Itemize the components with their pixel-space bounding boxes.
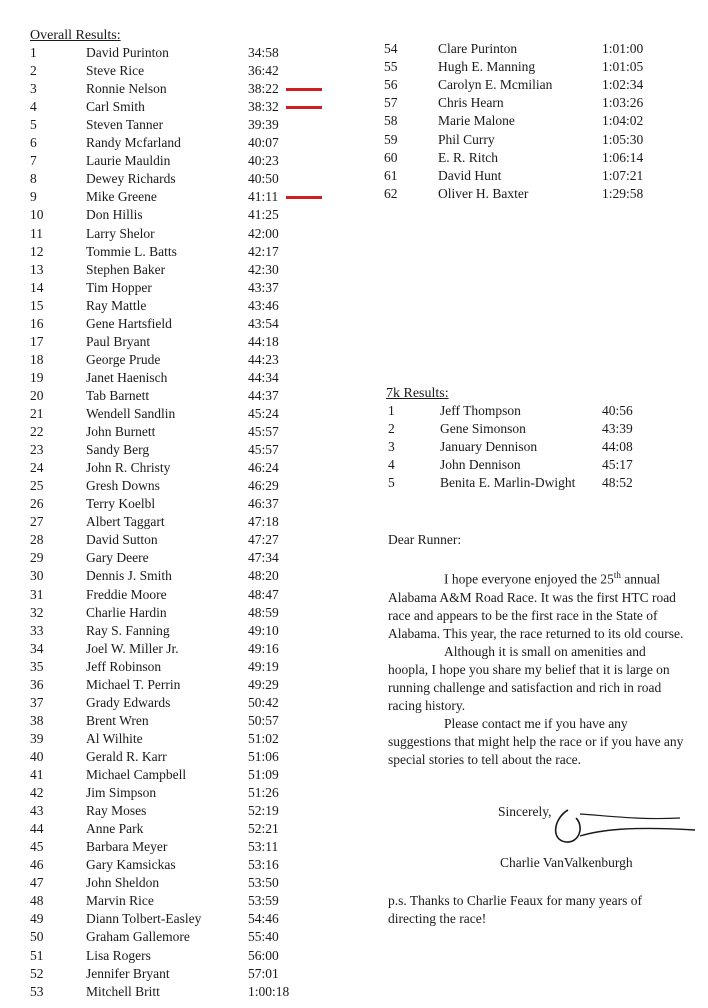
result-time: 48:52 (602, 475, 633, 490)
result-name: Steve Rice (86, 63, 145, 79)
result-place: 26 (30, 496, 44, 512)
result-name: Larry Shelor (86, 225, 155, 241)
result-name: David Purinton (86, 45, 169, 60)
letter-paragraph-1: I hope everyone enjoyed the 25th annual Alabama A&M Road Race. It was the first HTC road race and appears to be the first race in the State of Alabama. This year, the race returned to its old course. (388, 570, 684, 641)
result-row (30, 640, 330, 658)
result-row (30, 369, 330, 387)
result-row (30, 152, 330, 170)
result-place: 1 (30, 45, 37, 60)
result-time: 42:17 (248, 243, 279, 259)
red-highlight-mark (286, 196, 322, 199)
result-place: 51 (30, 947, 44, 963)
result-row (30, 658, 330, 676)
result-name: Chris Hearn (438, 95, 504, 111)
result-time: 44:08 (602, 439, 633, 454)
result-time: 56:00 (248, 947, 279, 963)
result-row (384, 112, 694, 130)
result-time: 1:07:21 (602, 167, 644, 183)
result-place: 46 (30, 857, 44, 873)
result-row (30, 459, 330, 477)
result-name: Wendell Sandlin (86, 406, 176, 421)
result-row (384, 94, 694, 112)
result-name: E. R. Ritch (438, 149, 498, 165)
result-time: 1:02:34 (602, 77, 644, 93)
letter-signer: Charlie VanValkenburgh (500, 855, 633, 870)
result-row (30, 513, 330, 531)
result-row (30, 820, 330, 838)
result-time: 40:56 (602, 403, 633, 418)
result-name: Marie Malone (438, 113, 515, 129)
result-place: 23 (30, 442, 44, 458)
result-time: 44:34 (248, 369, 279, 385)
result-name: Randy Mcfarland (86, 135, 181, 151)
result-row (388, 402, 688, 420)
letter-paragraph-3: Please contact me if you have any suggestions that might help the race or if you have any special stories to tell about the race. (388, 715, 684, 767)
sevenk-results-heading: 7k Results: (386, 386, 449, 401)
result-time: 46:29 (248, 478, 279, 494)
result-name: Jeff Robinson (86, 658, 162, 674)
result-time: 43:54 (248, 315, 279, 331)
result-row (30, 676, 330, 694)
result-place: 13 (30, 261, 44, 277)
result-time: 49:10 (248, 622, 279, 638)
result-time: 51:26 (248, 785, 279, 801)
result-place: 43 (30, 803, 44, 819)
result-time: 1:01:00 (602, 41, 644, 56)
result-place: 62 (384, 185, 398, 201)
result-name: Graham Gallemore (86, 929, 190, 945)
result-name: Mike Greene (86, 189, 157, 205)
result-place: 19 (30, 369, 44, 385)
result-time: 1:04:02 (602, 113, 644, 129)
result-time: 40:23 (248, 153, 279, 169)
result-name: Phil Curry (438, 131, 495, 147)
result-name: Diann Tolbert-Easley (86, 911, 202, 927)
result-time: 51:09 (248, 767, 279, 782)
result-row (30, 279, 330, 297)
result-place: 5 (388, 475, 395, 490)
result-place: 35 (30, 658, 44, 674)
result-place: 16 (30, 315, 44, 331)
result-place: 45 (30, 839, 44, 855)
result-name: Clare Purinton (438, 41, 518, 56)
result-time: 47:18 (248, 514, 279, 530)
result-place: 17 (30, 333, 44, 349)
result-time: 54:46 (248, 911, 279, 927)
result-place: 11 (30, 225, 43, 241)
result-time: 40:07 (248, 135, 279, 151)
result-name: January Dennison (440, 439, 538, 454)
result-row (30, 856, 330, 874)
result-place: 27 (30, 514, 44, 530)
result-place: 34 (30, 640, 44, 656)
result-place: 44 (30, 821, 44, 837)
result-row (30, 983, 330, 1001)
result-row (30, 206, 330, 224)
result-time: 47:27 (248, 532, 279, 548)
result-row (388, 420, 688, 438)
result-row (384, 40, 694, 58)
result-name: Michael Campbell (86, 767, 187, 782)
result-row (30, 80, 330, 98)
result-name: Don Hillis (86, 207, 143, 223)
result-name: John R. Christy (86, 460, 171, 476)
result-row (30, 965, 330, 983)
result-place: 49 (30, 911, 44, 927)
result-place: 31 (30, 586, 44, 602)
result-time: 44:18 (248, 333, 279, 349)
result-place: 54 (384, 41, 398, 56)
result-row (30, 188, 330, 206)
result-name: Gary Kamsickas (86, 857, 176, 873)
result-name: Charlie Hardin (86, 604, 167, 620)
letter-postscript: p.s. Thanks to Charlie Feaux for many years of directing the race! (388, 893, 642, 926)
result-time: 1:01:05 (602, 59, 644, 75)
result-time: 45:17 (602, 457, 633, 472)
result-row (30, 423, 330, 441)
red-highlight-mark (286, 106, 322, 109)
overall-results-heading: Overall Results: (30, 28, 121, 43)
result-time: 36:42 (248, 63, 279, 79)
result-name: Tommie L. Batts (86, 243, 177, 259)
result-place: 37 (30, 694, 44, 710)
result-row (30, 892, 330, 910)
result-time: 52:19 (248, 803, 279, 819)
result-place: 38 (30, 712, 44, 728)
result-place: 48 (30, 893, 44, 909)
result-time: 53:11 (248, 839, 279, 855)
result-time: 1:29:58 (602, 185, 644, 201)
result-name: George Prude (86, 351, 161, 367)
result-row (30, 928, 330, 946)
result-name: Paul Bryant (86, 333, 151, 349)
result-place: 15 (30, 297, 44, 313)
result-time: 49:19 (248, 658, 279, 674)
result-name: Ronnie Nelson (86, 81, 167, 97)
result-time: 57:01 (248, 965, 279, 981)
result-name: Gresh Downs (86, 478, 160, 494)
result-row (384, 131, 694, 149)
result-time: 42:30 (248, 261, 279, 277)
result-time: 41:25 (248, 207, 279, 223)
result-time: 53:50 (248, 875, 279, 891)
result-name: Jennifer Bryant (86, 965, 170, 981)
result-place: 58 (384, 113, 398, 129)
result-row (30, 495, 330, 513)
result-place: 18 (30, 351, 44, 367)
result-name: Ray Mattle (86, 297, 147, 313)
result-time: 53:16 (248, 857, 279, 873)
result-name: Carolyn E. Mcmilian (438, 77, 553, 93)
result-time: 45:57 (248, 442, 279, 458)
result-time: 55:40 (248, 929, 279, 945)
result-row (30, 947, 330, 965)
result-row (388, 474, 688, 492)
result-time: 43:37 (248, 279, 279, 295)
result-row (30, 387, 330, 405)
red-highlight-mark (286, 88, 322, 91)
result-name: Grady Edwards (86, 694, 171, 710)
result-row (30, 730, 330, 748)
result-time: 1:00:18 (248, 983, 290, 999)
result-place: 3 (30, 81, 37, 97)
result-time: 50:42 (248, 694, 279, 710)
result-place: 50 (30, 929, 44, 945)
result-name: Steven Tanner (86, 117, 164, 133)
result-place: 40 (30, 748, 44, 764)
letter-body (388, 566, 688, 769)
result-name: John Burnett (86, 424, 156, 440)
result-place: 36 (30, 676, 44, 692)
result-name: David Sutton (86, 532, 158, 548)
result-row (384, 149, 694, 167)
result-time: 47:34 (248, 550, 279, 566)
result-name: Jim Simpson (86, 785, 157, 801)
result-time: 49:29 (248, 676, 279, 692)
result-name: Laurie Mauldin (86, 153, 171, 169)
result-place: 61 (384, 167, 398, 183)
result-row (30, 874, 330, 892)
result-row (384, 185, 694, 203)
result-row (384, 167, 694, 185)
result-row (30, 766, 330, 784)
result-row (30, 586, 330, 604)
result-time: 34:58 (248, 45, 279, 60)
result-row (30, 712, 330, 730)
result-name: Benita E. Marlin-Dwight (440, 475, 576, 490)
result-row (30, 243, 330, 261)
result-time: 45:24 (248, 406, 279, 421)
result-name: Joel W. Miller Jr. (86, 640, 179, 656)
result-name: Stephen Baker (86, 261, 166, 277)
result-name: Barbara Meyer (86, 839, 168, 855)
result-row (388, 438, 688, 456)
result-place: 20 (30, 387, 44, 403)
result-name: Terry Koelbl (86, 496, 156, 512)
result-name: Albert Taggart (86, 514, 165, 530)
result-time: 52:21 (248, 821, 279, 837)
result-place: 33 (30, 622, 44, 638)
result-row (30, 351, 330, 369)
result-time: 1:05:30 (602, 131, 644, 147)
result-name: Jeff Thompson (440, 403, 521, 418)
result-row (30, 694, 330, 712)
result-place: 28 (30, 532, 44, 548)
result-place: 6 (30, 135, 37, 151)
result-time: 45:57 (248, 424, 279, 440)
result-name: Dennis J. Smith (86, 568, 172, 584)
result-row (30, 531, 330, 549)
result-place: 60 (384, 149, 398, 165)
result-time: 51:02 (248, 730, 279, 746)
result-place: 52 (30, 965, 44, 981)
result-place: 4 (388, 457, 395, 472)
result-name: Gerald R. Karr (86, 748, 167, 764)
result-time: 44:37 (248, 387, 279, 403)
result-row (30, 441, 330, 459)
result-name: Anne Park (86, 821, 144, 837)
result-time: 48:47 (248, 586, 279, 602)
result-place: 9 (30, 189, 37, 205)
letter-salutation: Dear Runner: (388, 532, 462, 547)
result-time: 46:24 (248, 460, 279, 476)
result-name: Dewey Richards (86, 171, 176, 187)
result-name: Carl Smith (86, 99, 145, 115)
result-name: Freddie Moore (86, 586, 167, 602)
result-place: 55 (384, 59, 398, 75)
result-row (30, 116, 330, 134)
result-name: Oliver H. Baxter (438, 185, 529, 201)
result-row (30, 910, 330, 928)
result-name: Ray Moses (86, 803, 147, 819)
result-place: 39 (30, 730, 44, 746)
result-time: 44:23 (248, 351, 279, 367)
result-place: 2 (388, 421, 395, 436)
result-time: 40:50 (248, 171, 279, 187)
result-row (30, 98, 330, 116)
result-time: 39:39 (248, 117, 279, 133)
result-row (30, 225, 330, 243)
result-name: David Hunt (438, 167, 502, 183)
result-name: Mitchell Britt (86, 983, 160, 999)
result-row (30, 838, 330, 856)
result-name: Janet Haenisch (86, 369, 168, 385)
result-place: 1 (388, 403, 395, 418)
result-name: Brent Wren (86, 712, 149, 728)
result-time: 48:59 (248, 604, 279, 620)
result-name: Marvin Rice (86, 893, 154, 909)
result-place: 4 (30, 99, 37, 115)
result-row (30, 333, 330, 351)
result-row (30, 748, 330, 766)
result-place: 32 (30, 604, 44, 620)
letter-closing: Sincerely, (498, 804, 552, 819)
result-place: 22 (30, 424, 44, 440)
result-row (30, 784, 330, 802)
result-name: Ray S. Fanning (86, 622, 170, 638)
letter-paragraph-2: Although it is small on amenities and hoopla, I hope you share my belief that it is large on running challenge and satisfaction and rich in road racing history. (388, 643, 670, 713)
result-time: 51:06 (248, 748, 279, 764)
result-row (30, 549, 330, 567)
result-place: 41 (30, 767, 44, 782)
result-name: Al Wilhite (86, 730, 143, 746)
result-time: 48:20 (248, 568, 279, 584)
result-name: Tim Hopper (86, 279, 152, 295)
result-name: Michael T. Perrin (86, 676, 181, 692)
result-row (30, 315, 330, 333)
result-time: 38:22 (248, 81, 279, 97)
result-row (30, 261, 330, 279)
result-place: 21 (30, 406, 44, 421)
result-place: 53 (30, 983, 44, 999)
result-place: 8 (30, 171, 37, 187)
result-place: 10 (30, 207, 44, 223)
result-row (30, 802, 330, 820)
result-name: Sandy Berg (86, 442, 150, 458)
result-time: 46:37 (248, 496, 279, 512)
result-place: 29 (30, 550, 44, 566)
result-row (388, 456, 688, 474)
result-time: 53:59 (248, 893, 279, 909)
result-row (30, 567, 330, 585)
result-name: Hugh E. Manning (438, 59, 536, 75)
result-row (384, 58, 694, 76)
result-time: 42:00 (248, 225, 279, 241)
result-place: 47 (30, 875, 44, 891)
result-row (30, 604, 330, 622)
result-row (30, 62, 330, 80)
result-place: 59 (384, 131, 398, 147)
result-name: Tab Barnett (86, 387, 150, 403)
result-name: Gene Hartsfield (86, 315, 172, 331)
result-row (30, 170, 330, 188)
result-time: 43:39 (602, 421, 633, 436)
result-place: 25 (30, 478, 44, 494)
result-row (384, 76, 694, 94)
result-place: 30 (30, 568, 44, 584)
result-row (30, 297, 330, 315)
result-place: 12 (30, 243, 44, 259)
result-place: 42 (30, 785, 44, 801)
result-place: 5 (30, 117, 37, 133)
result-place: 2 (30, 63, 37, 79)
result-time: 43:46 (248, 297, 279, 313)
result-row (30, 134, 330, 152)
result-place: 24 (30, 460, 44, 476)
result-time: 38:32 (248, 99, 279, 115)
signature-icon (540, 796, 700, 852)
result-time: 41:11 (248, 189, 279, 205)
result-place: 3 (388, 439, 395, 454)
result-time: 50:57 (248, 712, 279, 728)
result-name: Gene Simonson (440, 421, 526, 436)
result-place: 56 (384, 77, 398, 93)
result-place: 57 (384, 95, 398, 111)
result-time: 49:16 (248, 640, 279, 656)
result-place: 7 (30, 153, 37, 169)
result-time: 1:06:14 (602, 149, 644, 165)
result-name: John Dennison (440, 457, 521, 472)
result-place: 14 (30, 279, 44, 295)
result-name: Lisa Rogers (86, 947, 151, 963)
result-row (30, 44, 330, 62)
result-row (30, 622, 330, 640)
result-name: John Sheldon (86, 875, 160, 891)
result-time: 1:03:26 (602, 95, 644, 111)
result-name: Gary Deere (86, 550, 149, 566)
result-row (30, 405, 330, 423)
result-row (30, 477, 330, 495)
